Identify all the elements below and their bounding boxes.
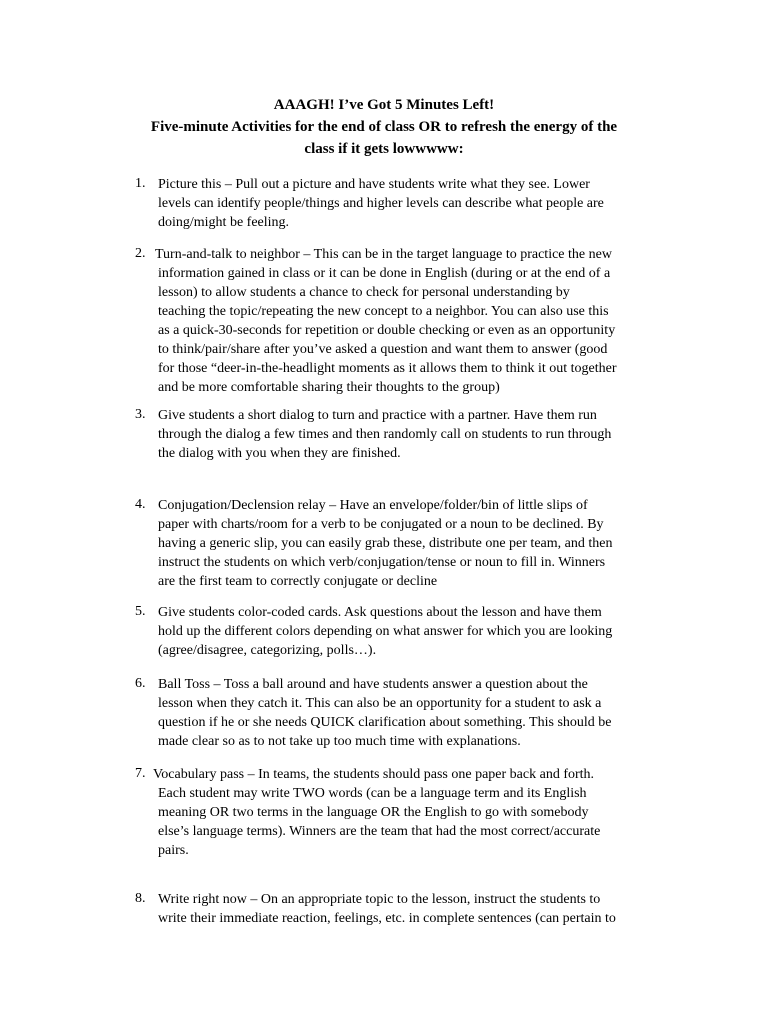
- list-item-line: as a quick-30-seconds for repetition or double checking or even as an opportunity: [158, 323, 616, 338]
- list-item-line: hold up the different colors depending on what answer for which you are looking: [158, 624, 613, 639]
- list-item-line: made clear so as to not take up too much time with explanations.: [158, 734, 521, 749]
- list-item-line: information gained in class or it can be done in English (during or at the end of a: [158, 266, 611, 281]
- list-item-line: having a generic slip, you can easily grab these, distribute one per team, and then: [158, 536, 613, 551]
- list-item-line: (agree/disagree, categorizing, polls…).: [158, 643, 377, 658]
- subtitle-line: class if it gets lowwwww:: [304, 141, 464, 157]
- list-item-line: pairs.: [158, 843, 189, 858]
- list-item-number: 2.: [135, 246, 146, 261]
- list-item-line: lesson) to allow students a chance to check for personal understanding by: [158, 285, 570, 300]
- list-item-line: Vocabulary pass – In teams, the students should pass one paper back and forth.: [153, 767, 595, 782]
- list-item-line: write their immediate reaction, feelings, etc. in complete sentences (can pertain to: [158, 911, 616, 926]
- list-item-line: Give students a short dialog to turn and practice with a partner. Have them run: [158, 408, 597, 423]
- document-subtitle: [110, 117, 658, 159]
- list-item-line: Ball Toss – Toss a ball around and have students answer a question about the: [158, 677, 588, 692]
- list-item-line: question if he or she needs QUICK clarification about something. This should be: [158, 715, 612, 730]
- list-item-line: else’s language terms). Winners are the team that had the most correct/accurate: [158, 824, 601, 839]
- list-item-line: through the dialog a few times and then randomly call on students to run through: [158, 427, 612, 442]
- list-item-line: Give students color-coded cards. Ask questions about the lesson and have them: [158, 605, 602, 620]
- list-item-number: 5.: [135, 604, 146, 619]
- list-item-line: teaching the topic/repeating the new concept to a neighbor. You can also use this: [158, 304, 609, 319]
- list-item-number: 7.: [135, 766, 146, 781]
- list-item-line: Conjugation/Declension relay – Have an envelope/folder/bin of little slips of: [158, 498, 588, 513]
- list-item-number: 3.: [135, 407, 146, 422]
- list-item-number: 8.: [135, 891, 146, 906]
- list-item-number: 1.: [135, 176, 146, 191]
- list-item-number: 6.: [135, 676, 146, 691]
- list-item-line: levels can identify people/things and higher levels can describe what people are: [158, 196, 604, 211]
- list-item-line: to think/pair/share after you’ve asked a question and want them to answer (good: [158, 342, 608, 357]
- list-item-line: doing/might be feeling.: [158, 215, 290, 230]
- list-item-number: 4.: [135, 497, 146, 512]
- list-item-line: instruct the students on which verb/conjugation/tense or noun to fill in. Winners: [158, 555, 606, 570]
- list-item-line: Each student may write TWO words (can be a language term and its English: [158, 786, 587, 801]
- list-item-line: paper with charts/room for a verb to be conjugated or a noun to be declined. By: [158, 517, 604, 532]
- list-item-line: lesson when they catch it. This can also be an opportunity for a student to ask a: [158, 696, 602, 711]
- list-item-line: meaning OR two terms in the language OR the English to go with somebody: [158, 805, 589, 820]
- list-item-line: Turn-and-talk to neighbor – This can be in the target language to practice the new: [155, 247, 612, 262]
- list-item-line: for those “deer-in-the-headlight moments as it allows them to think it out together: [158, 361, 617, 376]
- list-item-line: are the first team to correctly conjugate or decline: [158, 574, 438, 589]
- list-item-line: Write right now – On an appropriate topic to the lesson, instruct the students to: [158, 892, 601, 907]
- list-item-line: Picture this – Pull out a picture and have students write what they see. Lower: [158, 177, 590, 192]
- list-item-line: the dialog with you when they are finished.: [158, 446, 401, 461]
- list-item-line: and be more comfortable sharing their thoughts to the group): [158, 380, 500, 395]
- subtitle-line: Five-minute Activities for the end of class OR to refresh the energy of the: [150, 119, 618, 135]
- document-title: AAAGH! I’ve Got 5 Minutes Left!: [273, 97, 495, 113]
